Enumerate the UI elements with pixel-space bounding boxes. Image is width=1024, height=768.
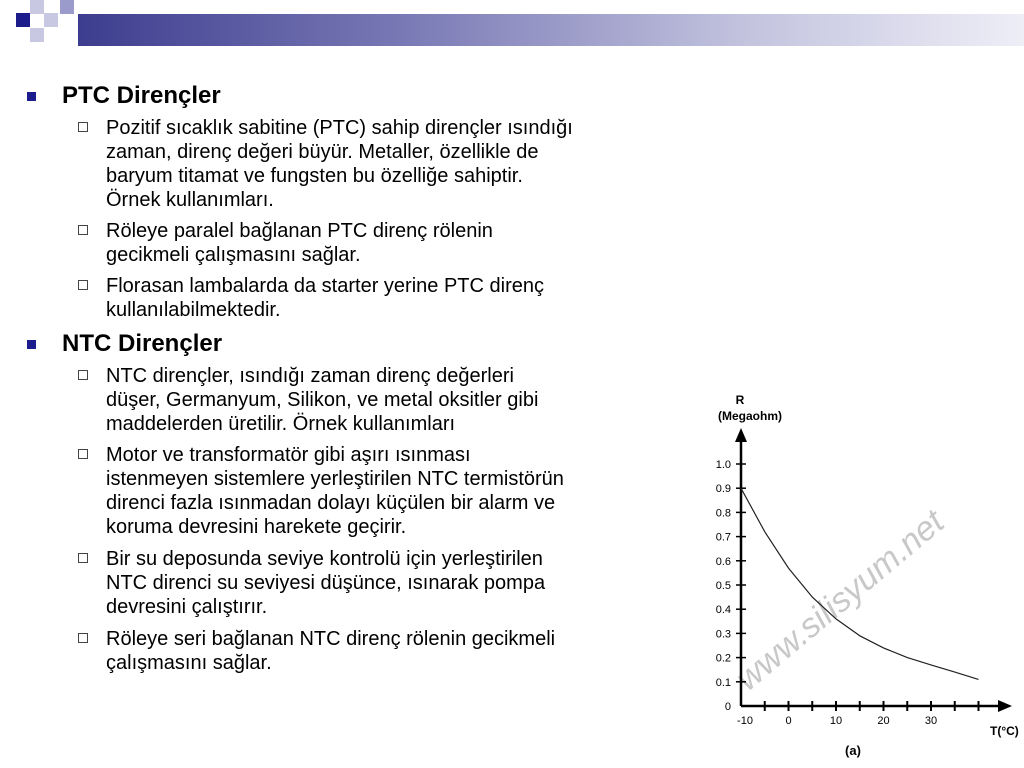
y-tick-label: 0.9 <box>715 483 731 496</box>
y-tick-label: 1.0 <box>715 459 731 471</box>
x-tick-label: 10 <box>829 715 843 727</box>
y-tick-label: 0.5 <box>715 580 731 592</box>
y-tick-label: 0.7 <box>715 531 731 544</box>
y-tick-label: 0.3 <box>715 628 731 641</box>
y-tick-label: 0.2 <box>715 652 731 665</box>
list-item-text: NTC dirençler, ısındığı zaman direnç değerleri düşer, Germanyum, Silikon, ve metal oksitler gibi maddelerden üretilir. Örnek kullanımları <box>106 365 539 435</box>
y-tick-label: 0.8 <box>715 507 731 520</box>
y-tick-label: 0.6 <box>715 555 731 568</box>
x-tick-label: -10 <box>737 715 753 727</box>
list-item-text: Pozitif sıcaklık sabitine (PTC) sahip dirençler ısındığı zaman, direnç değeri büyür. Metaller, özellikle de baryum titamat ve fungsten bu özelliğe sahiptir. Örnek kullanımları. <box>106 117 573 211</box>
list-item-text: Röleye seri bağlanan NTC direnç rölenin gecikmeli çalışmasını sağlar. <box>106 628 556 674</box>
watermark: www.silisyum.net <box>728 502 952 699</box>
x-axis-arrow-icon <box>998 700 1012 712</box>
y-axis-label-unit: (Megaohm) <box>718 409 782 423</box>
x-tick-label: 20 <box>877 715 890 727</box>
chart-caption: (a) <box>845 743 861 758</box>
heading-text: PTC Dirençler <box>62 82 221 109</box>
list-item-text: Bir su deposunda seviye kontrolü için yerleştirilen NTC direnci su seviyesi düşünce, ısınarak pompa devresini çalıştırır. <box>106 548 546 618</box>
list-item-text: Florasan lambalarda da starter yerine PTC direnç kullanılabilmektedir. <box>106 275 544 321</box>
y-tick-label: 0 <box>724 701 731 713</box>
x-axis-label: T(°C) <box>990 724 1019 738</box>
y-tick-label: 0.4 <box>715 604 731 617</box>
x-tick-label: 30 <box>924 715 938 727</box>
y-axis-arrow-icon <box>735 428 747 442</box>
y-axis-label-r: R <box>735 393 745 407</box>
heading-text: NTC Dirençler <box>62 330 223 357</box>
y-tick-label: 0.1 <box>715 676 731 689</box>
list-item-text: Röleye paralel bağlanan PTC direnç rölenin gecikmeli çalışmasını sağlar. <box>106 220 493 266</box>
x-tick-label: 0 <box>785 715 792 727</box>
list-item-text: Motor ve transformatör gibi aşırı ısınması istenmeyen sistemlere yerleştirilen NTC termistörün direnci fazla ısınmadan dolayı küçülen bir alarm ve koruma devresini harekete geçirir. <box>106 444 564 538</box>
